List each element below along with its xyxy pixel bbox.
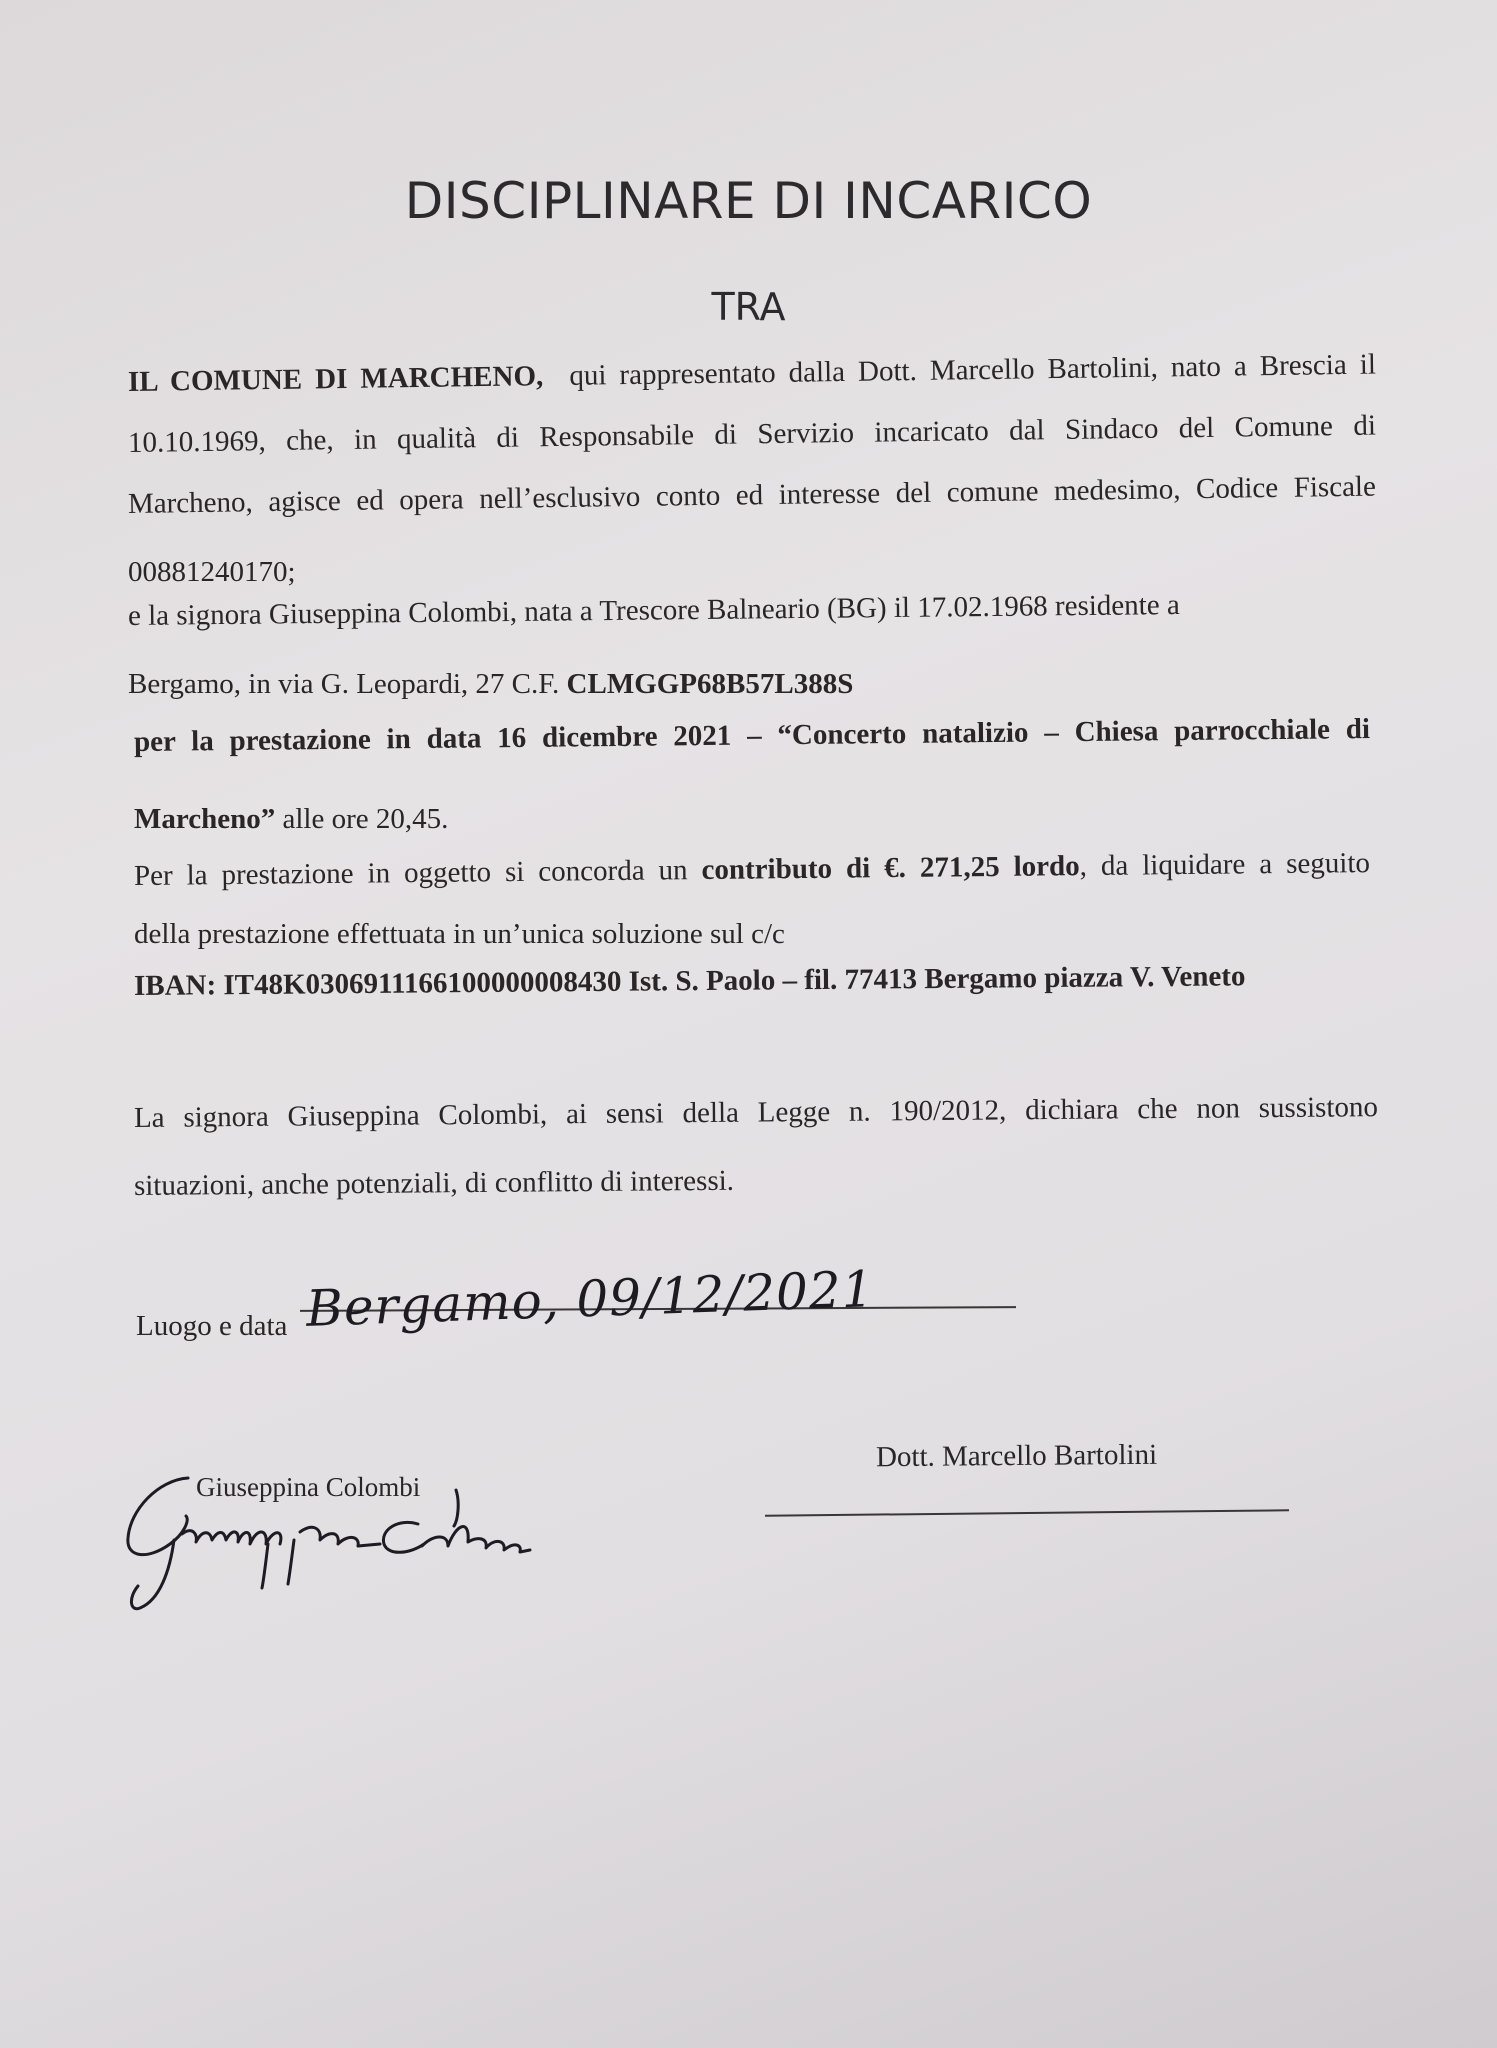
party2-tax-code: CLMGGP68B57L388S <box>566 668 854 700</box>
place-date-handwritten: Bergamo, 09/12/2021 <box>305 1260 876 1338</box>
service-line2 <box>134 805 448 834</box>
declaration-line2: situazioni, anche potenziali, di conflitto di interessi. <box>133 1164 735 1202</box>
signature-right-line <box>765 1509 1289 1516</box>
party2-line1: e la signora Giuseppina Colombi, nata a Trescore Balneario (BG) il 17.02.1968 residente a <box>127 588 1180 632</box>
payment-iban <box>134 962 1246 1001</box>
service-time: alle ore 20,45. <box>275 803 449 835</box>
place-date-label: Luogo e data <box>136 1310 288 1342</box>
signature-right-name: Dott. Marcello Bartolini <box>875 1438 1158 1474</box>
party1-line3: Marcheno, agisce ed opera nell’esclusivo conto ed interesse del comune medesimo, Codice Fiscale <box>127 470 1377 520</box>
iban-text: IBAN: IT48K0306911166100000008430 Ist. S. Paolo – fil. 77413 Bergamo piazza V. Veneto <box>133 960 1246 1002</box>
service-line1-text: per la prestazione in data 16 dicembre 2021 – “Concerto natalizio – Chiesa parrocchiale di <box>133 713 1371 758</box>
declaration-line1: La signora Giuseppina Colombi, ai sensi della Legge n. 190/2012, dichiara che non sussistono <box>133 1091 1379 1134</box>
handwritten-signature-left <box>118 1460 548 1630</box>
payment-prefix: Per la prestazione in oggetto si concorda un <box>133 854 702 892</box>
document-title: DISCIPLINARE DI INCARICO <box>404 172 1093 230</box>
document-subtitle: TRA <box>711 285 786 329</box>
service-venue: Marcheno” <box>134 803 276 835</box>
payment-suffix: , da liquidare a seguito <box>1079 847 1371 883</box>
service-line1 <box>134 715 1370 757</box>
party2-line2 <box>128 670 853 699</box>
party1-line4: 00881240170; <box>128 556 296 588</box>
party1-name: IL COMUNE DI MARCHENO, <box>127 360 544 398</box>
party1-line1-text: qui rappresentato dalla Dott. Marcello Bartolini, nato a Brescia il <box>569 348 1377 392</box>
payment-amount: contributo di €. 271,25 lordo <box>701 850 1080 887</box>
party2-address: Bergamo, in via G. Leopardi, 27 C.F. <box>128 668 560 700</box>
party1-line1 <box>127 348 1377 398</box>
party1-line2: 10.10.1969, che, in qualità di Responsabile di Servizio incaricato dal Sindaco del Comune di <box>127 409 1377 459</box>
payment-line2: della prestazione effettuata in un’unica soluzione sul c/c <box>134 918 785 950</box>
signature-left-name: Giuseppina Colombi <box>196 1472 421 1502</box>
payment-line1 <box>134 849 1370 891</box>
